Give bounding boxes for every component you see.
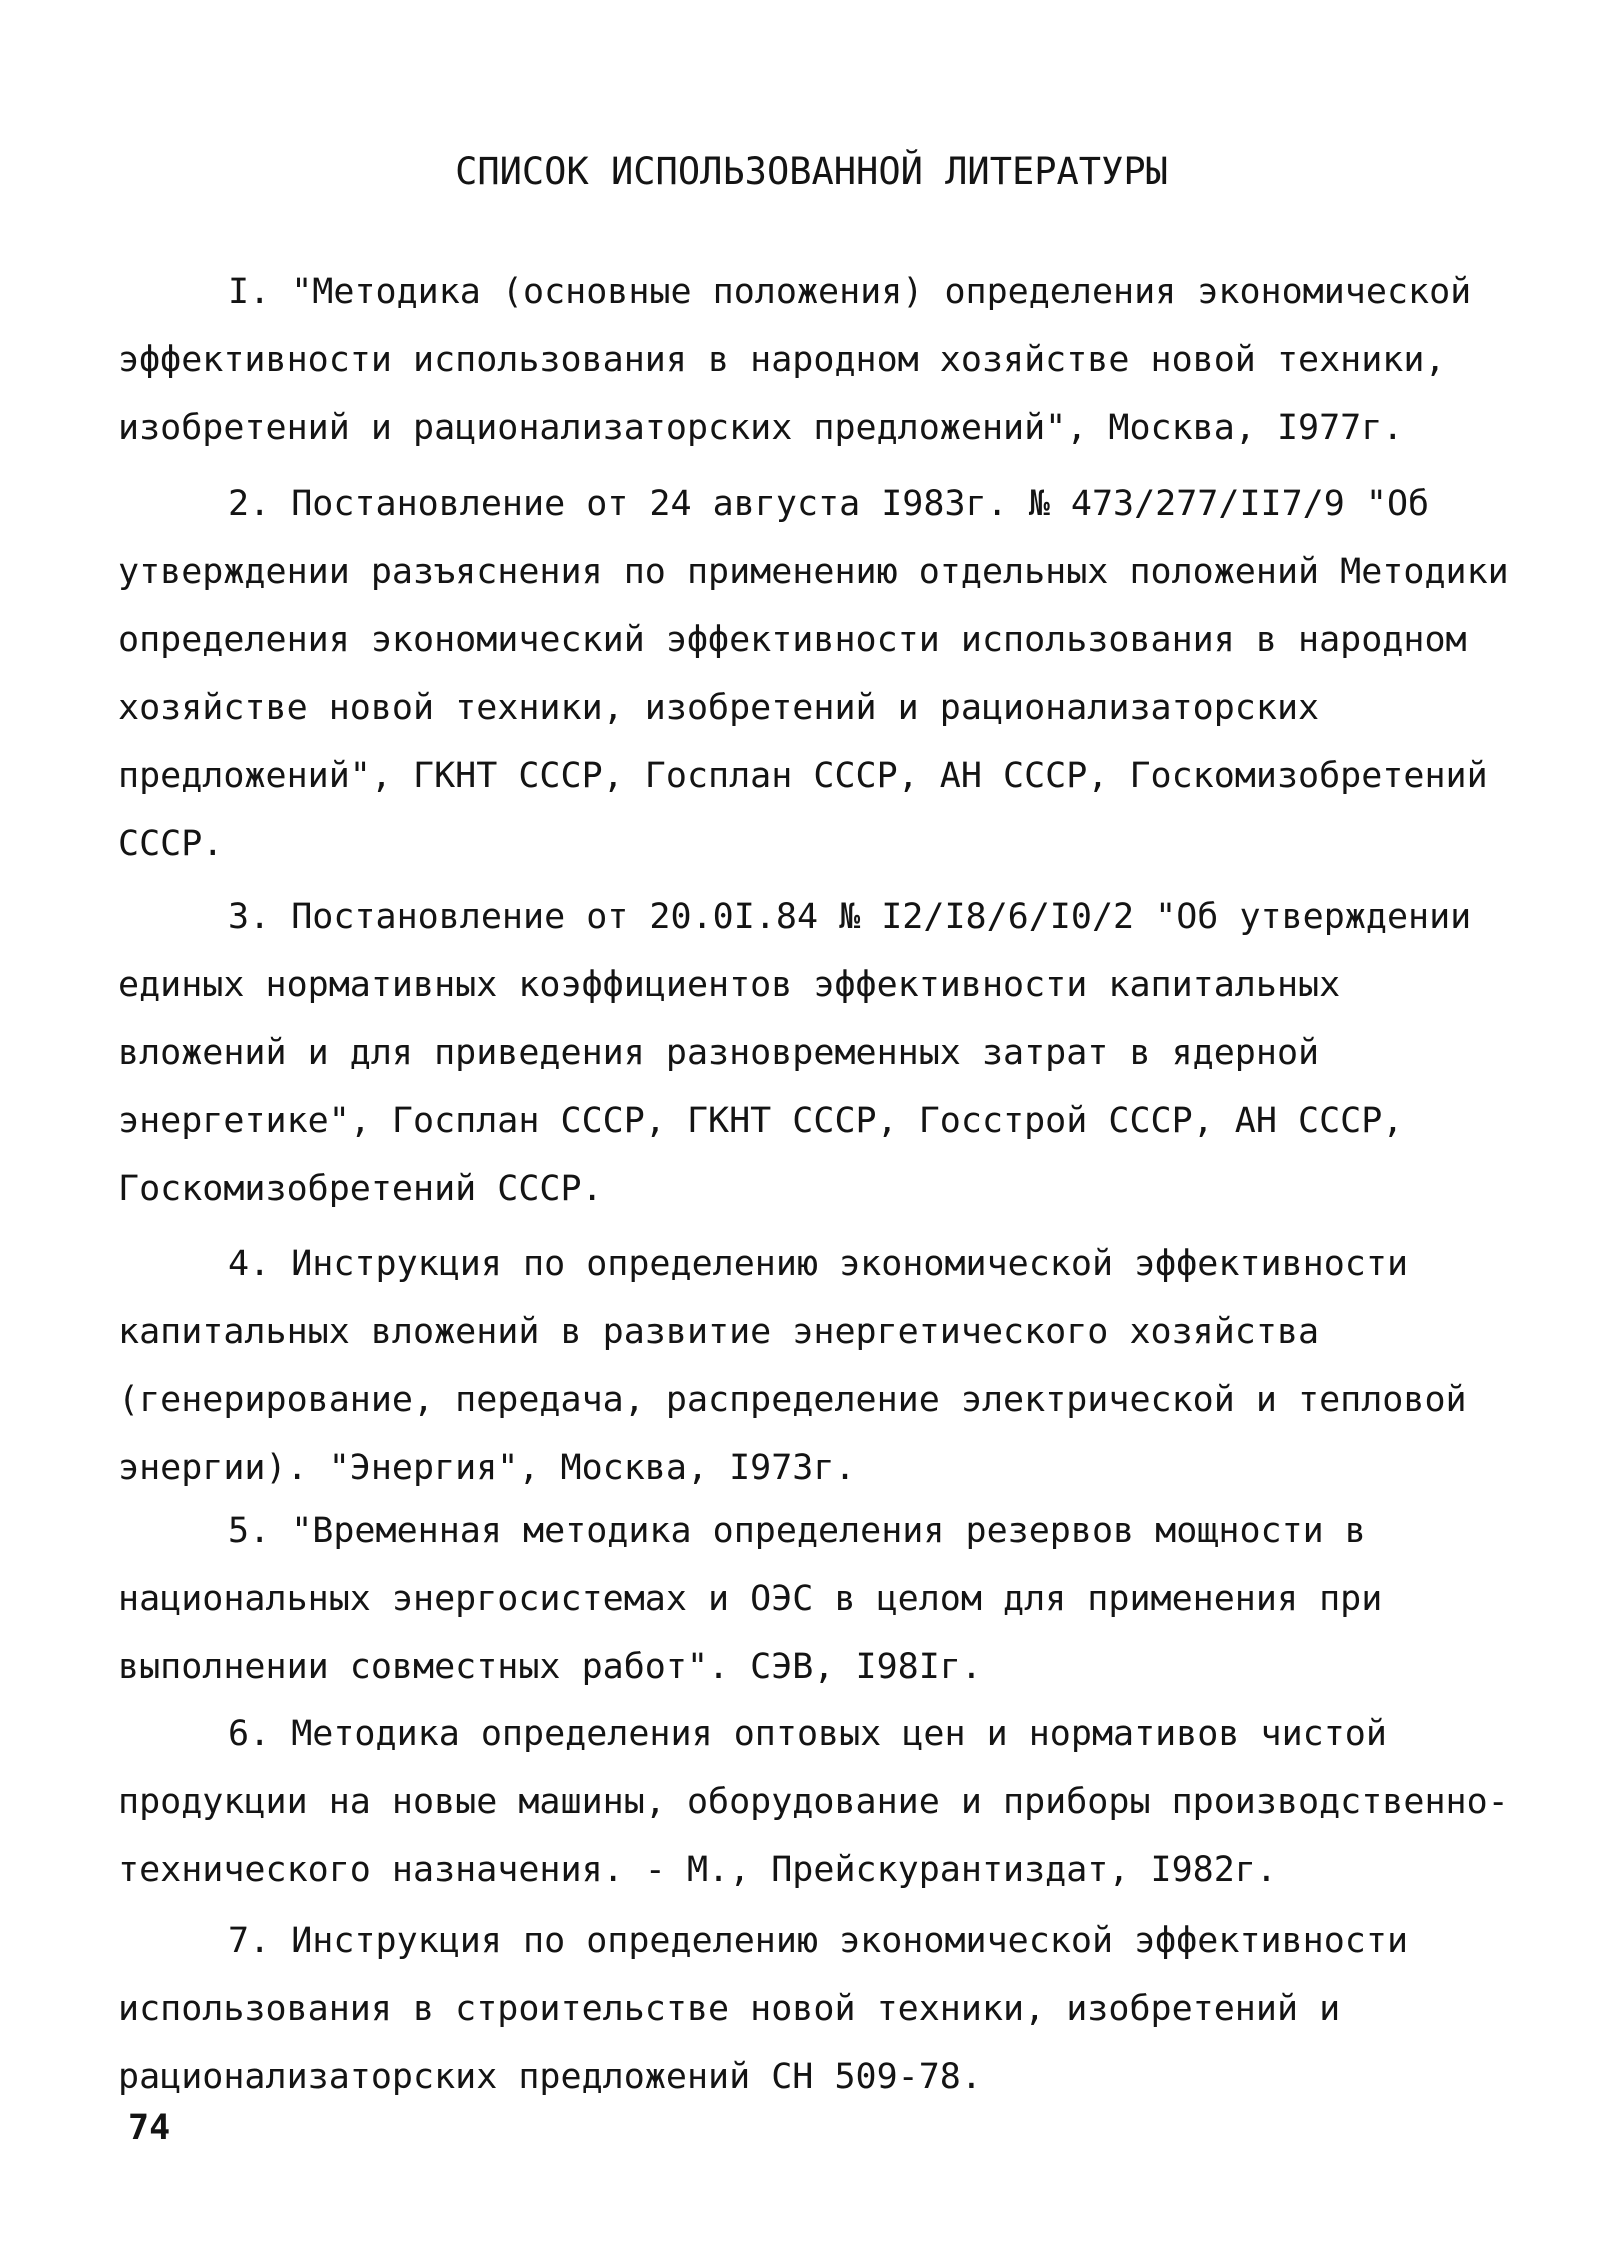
reference-item-4: 4. Инструкция по определению экономической эффективности капитальных вложений в развитие энергетического хозяйства (генерирование, передача, распределение электрической и тепловой энергии). "Энергия", Москва, I973г. (118, 1244, 1467, 1488)
reference-item-6: 6. Методика определения оптовых цен и нормативов чистой продукции на новые машины, оборудование и приборы производственно-технического назначения. - М., Прейскурантиздат, I982г. (118, 1714, 1509, 1890)
page-number: 74 (128, 2108, 171, 2148)
page-title: СПИСОК ИСПОЛЬЗОВАННОЙ ЛИТЕРАТУРЫ (455, 150, 1168, 193)
reference-item-7: 7. Инструкция по определению экономической эффективности использования в строительстве новой техники, изобретений и рационализаторских предложений СН 509-78. (118, 1921, 1409, 2097)
reference-item-3: 3. Постановление от 20.0I.84 № I2/I8/6/I0/2 "Об утверждении единых нормативных коэффициентов эффективности капитальных вложений и для приведения разновременных затрат в ядерной энергетике", Госплан СССР, ГКНТ СССР, Госстрой СССР, АН СССР, Госкомизобретений СССР. (118, 897, 1472, 1209)
reference-item-2: 2. Постановление от 24 августа I983г. № 473/277/II7/9 "Об утверждении разъяснения по применению отдельных положений Методики определения экономический эффективности использования в народном хозяйстве новой техники, изобретений и рационализаторских предложений", ГКНТ СССР, Госплан СССР, АН СССР, Госкомизобретений СССР. (118, 484, 1509, 864)
reference-item-1: I. "Методика (основные положения) определения экономической эффективности использования в народном хозяйстве новой техники, изобретений и рационализаторских предложений", Москва, I977г. (118, 272, 1472, 448)
reference-item-5: 5. "Временная методика определения резервов мощности в национальных энергосистемах и ОЭС в целом для применения при выполнении совместных работ". СЭВ, I98Iг. (118, 1511, 1383, 1687)
